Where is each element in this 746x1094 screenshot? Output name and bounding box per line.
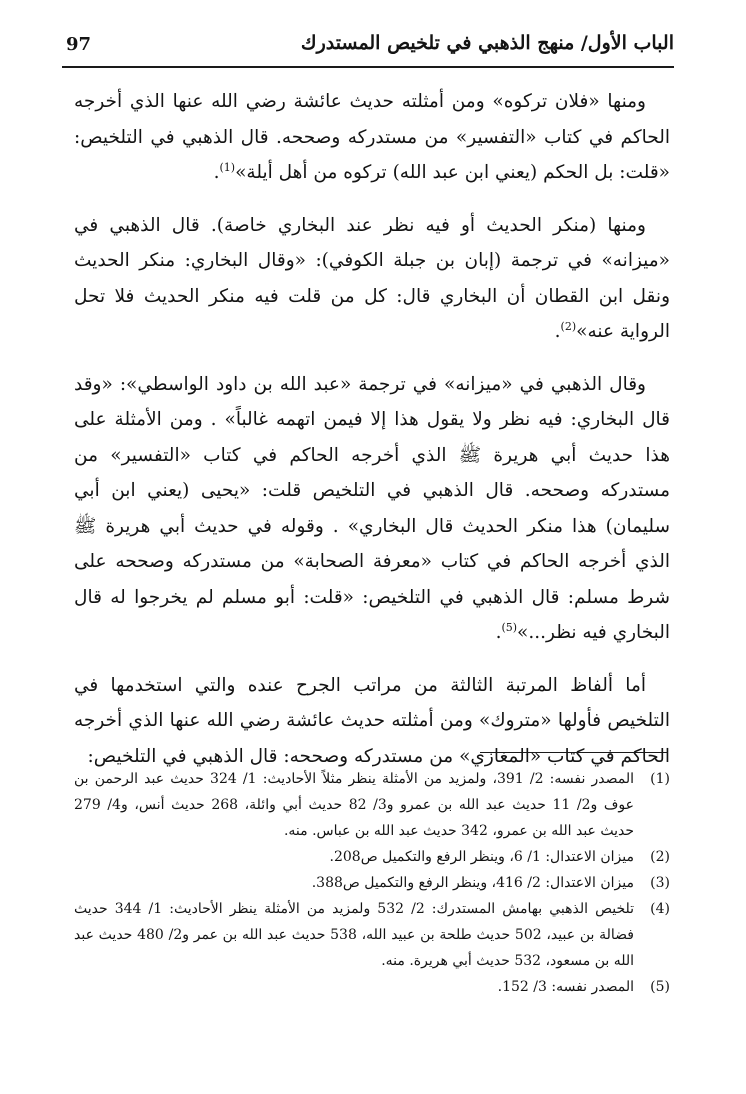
footnote-text: ميزان الاعتدال: 2/ 416، وينظر الرفع والتكميل ص388. [311, 875, 634, 891]
paragraph-text: وقال الذهبي في «ميزانه» في ترجمة «عبد الله بن داود الواسطي»: «وقد قال البخاري: فيه نظر ولا يقول هذا إلا فيمن اتهمه غالباً» . ومن الأمثلة على هذا حديث أبي هريرة ﷺ الذي أخرجه الحاكم في كتاب «التفسير» من مستدركه وصححه. قال الذهبي في التلخيص قلت: «يحيى (يعني ابن أبي سليمان) هذا منكر الحديث قال البخاري» . وقوله في حديث أبي هريرة ﷺ الذي أخرجه الحاكم في كتاب «معرفة الصحابة» من مستدركه وصححه على شرط مسلم: قال الذهبي في التلخيص: «قلت: أبو مسلم لم يخرجوا له قال البخاري فيه نظر...» [74, 373, 670, 643]
footnote-number: (1) [650, 771, 670, 787]
footnote-2 [74, 844, 670, 870]
paragraph-1: ومنها «فلان تركوه» ومن أمثلته حديث عائشة رضي الله عنها الذي أخرجه الحاكم في كتاب «التفسير» من مستدركه وصححه. قال الذهبي في التلخيص: «قلت: بل الحكم (يعني ابن عبد الله) تركوه من أهل أيلة»$^{(1)}$. [74, 91, 670, 183]
footnote-4 [74, 896, 670, 974]
footnote-5 [74, 974, 670, 1000]
footnote-text: ميزان الاعتدال: 1/ 6، وينظر الرفع والتكميل ص208. [329, 849, 634, 865]
body-text [74, 84, 670, 791]
paragraph-4 [74, 668, 670, 775]
footnotes [74, 766, 670, 1000]
running-header [62, 26, 674, 68]
footnote-text: تلخيص الذهبي بهامش المستدرك: 2/ 532 ولمزيد من الأمثلة ينظر الأحاديث: 1/ 344 حديث فضالة بن عبيد، 502 حديث طلحة بن عبيد الله، 538 حديث عبد الله بن عمر و2/ 480 حديث عبد الله بن مسعود، 532 حديث أبي هريرة. منه. [74, 901, 635, 969]
footnote-ref-1: (1) [219, 160, 236, 174]
footnote-text: المصدر نفسه: 2/ 391، ولمزيد من الأمثلة ينظر مثلاً الأحاديث: 1/ 324 حديث عبد الرحمن بن عوف و2/ 11 حديث عبد الله بن عمرو و3/ 82 حديث أبي وائلة، 268 حديث أنس، و4/ 279 حديث عبد الله بن عمرو، 342 حديث عبد الله بن عباس. منه. [74, 771, 635, 839]
footnote-number: (4) [650, 901, 670, 917]
footnote-3 [74, 870, 670, 896]
paragraph-text: ومنها (منكر الحديث أو فيه نظر عند البخاري خاصة). قال الذهبي في «ميزانه» في ترجمة (إبان بن جبلة الكوفي): «وقال البخاري: منكر الحديث ونقل ابن القطان أن البخاري قال: كل من قلت فيه منكر الحديث فلا تحل الرواية عنه» [74, 214, 670, 342]
paragraph-text: أما ألفاظ المرتبة الثالثة من مراتب الجرح عنده والتي استخدمها في التلخيص فأولها «متروك» ومن أمثلته حديث عائشة رضي الله عنها الذي أخرجه الحاكم في كتاب «المغازي» من مستدركه وصححه: قال الذهبي في التلخيص: [74, 674, 670, 767]
page-number: 97 [66, 34, 92, 55]
footnote-ref-2: (2) [560, 319, 577, 333]
footnote-text: المصدر نفسه: 3/ 152. [497, 979, 634, 995]
footnote-separator [480, 752, 668, 753]
footnote-number: (2) [650, 849, 670, 865]
paragraph-text: ومنها «فلان تركوه» ومن أمثلته حديث عائشة رضي الله عنها الذي أخرجه الحاكم في كتاب «التفسير» من مستدركه وصححه. قال الذهبي في التلخيص: «قلت: بل الحكم (يعني ابن عبد الله) تركوه من أهل أيلة» [74, 91, 670, 183]
footnote-number: (5) [650, 979, 670, 995]
footnote-ref-5: (5) [501, 620, 518, 634]
footnote-1 [74, 766, 670, 844]
paragraph-2: ومنها (منكر الحديث أو فيه نظر عند البخاري خاصة). قال الذهبي في «ميزانه» في ترجمة (إبان بن جبلة الكوفي): «وقال البخاري: منكر الحديث ونقل ابن القطان أن البخاري قال: كل من قلت فيه منكر الحديث فلا تحل الرواية عنه»$^{(2)}$. [74, 214, 670, 342]
footnote-number: (3) [650, 875, 670, 891]
paragraph-3: وقال الذهبي في «ميزانه» في ترجمة «عبد الله بن داود الواسطي»: «وقد قال البخاري: فيه نظر ولا يقول هذا إلا فيمن اتهمه غالباً» . ومن الأمثلة على هذا حديث أبي هريرة ﷺ الذي أخرجه الحاكم في كتاب «التفسير» من مستدركه وصححه. قال الذهبي في التلخيص قلت: «يحيى (يعني ابن أبي سليمان) هذا منكر الحديث قال البخاري» . وقوله في حديث أبي هريرة ﷺ الذي أخرجه الحاكم في كتاب «معرفة الصحابة» من مستدركه وصححه على شرط مسلم: قال الذهبي في التلخيص: «قلت: أبو مسلم لم يخرجوا له قال البخاري فيه نظر...»$^{(5)}$. [74, 373, 670, 643]
chapter-title: الباب الأول/ منهج الذهبي في تلخيص المستدرك [300, 32, 674, 54]
